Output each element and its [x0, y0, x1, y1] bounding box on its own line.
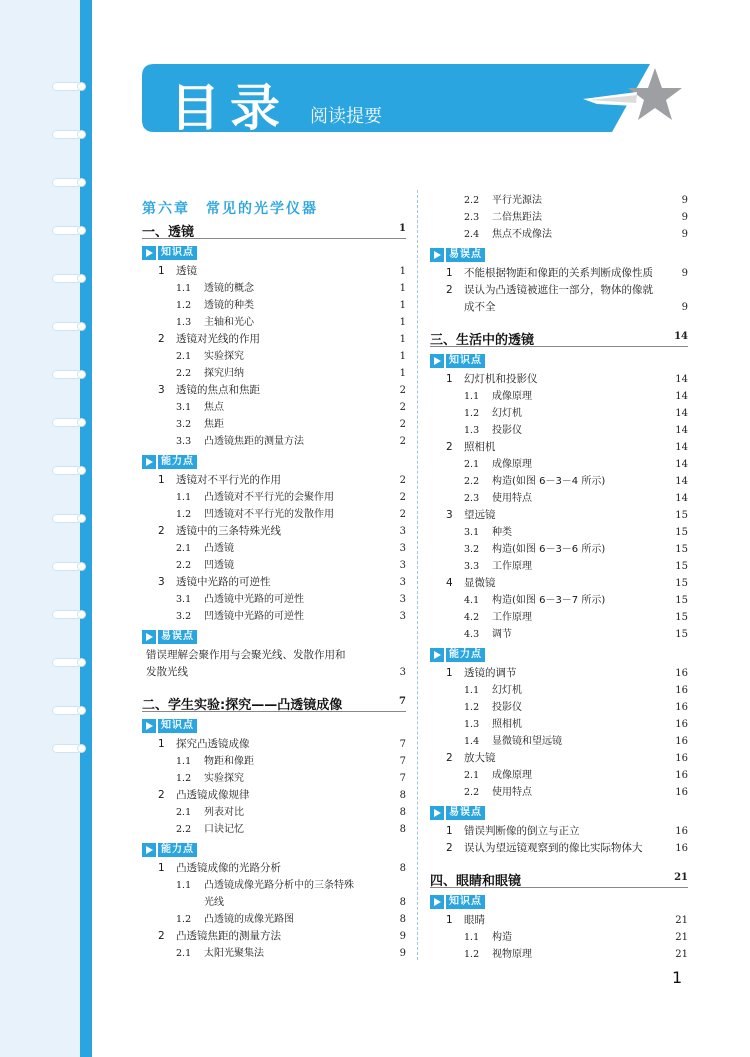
toc-entry[interactable]: 1 透镜对不平行光的作用 2	[158, 474, 406, 486]
toc-entry[interactable]: 3.2 构造(如图 6－3－6 所示) 15	[464, 544, 688, 555]
toc-entry[interactable]: 2 透镜中的三条特殊光线 3	[158, 525, 406, 537]
toc-entry[interactable]: 3.1 焦点 2	[176, 402, 406, 413]
binding-ring	[52, 610, 82, 619]
toc-entry[interactable]: 2.1 实验探究 1	[176, 351, 406, 362]
section-title: 四、眼睛和眼镜	[430, 874, 522, 889]
page-ref: 7	[399, 696, 406, 707]
play-icon	[430, 895, 444, 909]
section-heading[interactable]	[142, 689, 406, 715]
toc-entry[interactable]: 2 透镜对光线的作用 1	[158, 333, 406, 345]
toc-entry[interactable]: 2 照相机 14	[446, 441, 688, 453]
toc-entry[interactable]: 错误理解会聚作用与会聚光线、发散作用和 发散光线 3	[146, 649, 406, 678]
page-ref: 1	[399, 223, 406, 234]
knowledge-tag: 知识点	[430, 892, 688, 912]
toc-group	[430, 665, 688, 801]
binding-ring	[52, 514, 82, 523]
toc-entry[interactable]: 3.1 种类 15	[464, 527, 688, 538]
page-number: 1	[672, 968, 683, 987]
binding-ring	[52, 706, 82, 715]
binding-strip-bar	[80, 0, 92, 1057]
toc-group	[142, 263, 406, 450]
play-icon	[142, 719, 156, 733]
toc-entry[interactable]: 2.1 凸透镜 3	[176, 543, 406, 554]
toc-entry[interactable]: 1 凸透镜成像的光路分析 8	[158, 862, 406, 874]
toc-entry[interactable]: 3.1 凸透镜中光路的可逆性 3	[176, 594, 406, 605]
toc-entry[interactable]: 1 不能根据物距和像距的关系判断成像性质 9	[446, 267, 688, 279]
play-icon	[430, 248, 444, 262]
mistake-tag: 易误点	[430, 245, 688, 265]
toc-entry[interactable]: 2.2 口诀记忆 8	[176, 824, 406, 835]
toc-entry[interactable]: 4.3 调节 15	[464, 629, 688, 640]
play-icon	[430, 648, 444, 662]
toc-entry[interactable]: 3 望远镜 15	[446, 509, 688, 521]
toc-entry[interactable]: 4.2 工作原理 15	[464, 612, 688, 623]
binding-ring	[52, 418, 82, 427]
toc-entry[interactable]: 2.1 太阳光聚集法 9	[176, 948, 406, 959]
toc-entry[interactable]: 1 幻灯机和投影仪 14	[446, 373, 688, 385]
binding-ring	[52, 226, 82, 235]
toc-entry[interactable]: 2.1 成像原理 14	[464, 459, 688, 470]
binding-ring	[52, 178, 82, 187]
toc-entry[interactable]: 2.2 构造(如图 6－3－4 所示) 14	[464, 476, 688, 487]
toc-entry[interactable]: 2 误认为凸透镜被遮住一部分，物体的像就 成不全 9	[446, 284, 688, 313]
toc-entry[interactable]: 3.3 凸透镜焦距的测量方法 2	[176, 436, 406, 447]
toc-entry[interactable]: 2 误认为望远镜观察到的像比实际物体大 16	[446, 842, 688, 854]
toc-entry[interactable]: 1 透镜的调节 16	[446, 667, 688, 679]
toc-entry[interactable]: 3.2 凹透镜中光路的可逆性 3	[176, 611, 406, 622]
play-icon	[430, 806, 444, 820]
toc-entry[interactable]: 2 凸透镜成像规律 8	[158, 789, 406, 801]
binding-ring	[52, 274, 82, 283]
toc-entry[interactable]: 1.1 透镜的概念 1	[176, 283, 406, 294]
play-icon	[142, 630, 156, 644]
toc-entry[interactable]: 4.1 构造(如图 6－3－7 所示) 15	[464, 595, 688, 606]
toc-entry[interactable]: 1 错误判断像的倒立与正立 16	[446, 825, 688, 837]
toc-group	[430, 912, 688, 963]
toc-entry[interactable]: 2.1 列表对比 8	[176, 807, 406, 818]
toc-entry[interactable]: 1.2 凸透镜的成像光路图 8	[176, 914, 406, 925]
play-icon	[430, 354, 444, 368]
toc-entry[interactable]: 2.2 使用特点 16	[464, 787, 688, 798]
toc-right-column	[430, 192, 688, 963]
mistake-tag: 易误点	[142, 627, 406, 647]
toc-entry[interactable]: 1 探究凸透镜成像 7	[158, 738, 406, 750]
star-icon	[583, 66, 683, 138]
toc-entry[interactable]: 2.3 使用特点 14	[464, 493, 688, 504]
toc-entry[interactable]: 3.3 工作原理 15	[464, 561, 688, 572]
binding-ring	[52, 82, 82, 91]
toc-group	[142, 736, 406, 838]
section-heading[interactable]	[430, 324, 688, 350]
toc-entry[interactable]: 1.1 构造 21	[464, 932, 688, 943]
toc-left-column	[142, 186, 406, 962]
toc-entry[interactable]: 2.4 焦点不成像法 9	[464, 229, 688, 240]
toc-entry[interactable]: 1.2 透镜的种类 1	[176, 300, 406, 311]
toc-entry[interactable]: 1.1 幻灯机 16	[464, 685, 688, 696]
toc-group	[142, 860, 406, 962]
play-icon	[142, 455, 156, 469]
toc-group	[430, 192, 688, 243]
toc-entry[interactable]: 1 眼睛 21	[446, 914, 688, 926]
toc-entry[interactable]: 2.2 凹透镜 3	[176, 560, 406, 571]
toc-group	[430, 265, 688, 316]
ability-tag: 能力点	[430, 645, 688, 665]
toc-entry[interactable]: 2.3 二倍焦距法 9	[464, 212, 688, 223]
section-heading[interactable]	[142, 216, 406, 242]
section-title: 一、透镜	[142, 225, 195, 240]
header-banner	[142, 64, 650, 137]
binding-ring	[52, 466, 82, 475]
mistake-tag: 易误点	[430, 803, 688, 823]
toc-entry[interactable]: 3.2 焦距 2	[176, 419, 406, 430]
toc-entry[interactable]: 1.3 主轴和光心 1	[176, 317, 406, 328]
toc-entry[interactable]: 1.2 视物原理 21	[464, 949, 688, 960]
binding-ring	[52, 562, 82, 571]
toc-entry[interactable]: 1.1 凸透镜成像光路分析中的三条特殊 光线 8	[176, 880, 406, 908]
binding-ring	[52, 130, 82, 139]
chapter-title: 第六章 常见的光学仪器	[142, 201, 318, 217]
page-ref: 14	[674, 331, 688, 342]
binding-ring	[52, 744, 82, 753]
toc-entry[interactable]: 4 显微镜 15	[446, 577, 688, 589]
binding-ring	[52, 370, 82, 379]
toc-entry[interactable]: 1.1 成像原理 14	[464, 391, 688, 402]
toc-entry[interactable]: 3 透镜的焦点和焦距 2	[158, 384, 406, 396]
toc-entry[interactable]: 1 透镜 1	[158, 265, 406, 277]
toc-entry[interactable]: 1.1 物距和像距 7	[176, 756, 406, 767]
binding-ring	[52, 322, 82, 331]
toc-entry[interactable]: 2 凸透镜焦距的测量方法 9	[158, 930, 406, 942]
knowledge-tag: 知识点	[142, 716, 406, 736]
toc-entry[interactable]: 1.4 显微镜和望远镜 16	[464, 736, 688, 747]
toc-entry[interactable]: 1.2 凹透镜对不平行光的发散作用 2	[176, 509, 406, 520]
play-icon	[142, 843, 156, 857]
binding-ring	[52, 658, 82, 667]
toc-entry[interactable]: 1.1 凸透镜对不平行光的会聚作用 2	[176, 492, 406, 503]
knowledge-tag: 知识点	[430, 351, 688, 371]
page-title: 目录	[170, 79, 290, 137]
toc-entry[interactable]: 1.3 投影仪 14	[464, 425, 688, 436]
toc-entry[interactable]: 3 透镜中光路的可逆性 3	[158, 576, 406, 588]
section-title: 三、生活中的透镜	[430, 333, 535, 348]
toc-entry[interactable]: 1.2 投影仪 16	[464, 702, 688, 713]
section-title: 二、学生实验:探究——凸透镜成像	[142, 698, 343, 713]
toc-entry[interactable]: 2.2 平行光源法 9	[464, 195, 688, 206]
toc-entry[interactable]: 1.2 实验探究 7	[176, 773, 406, 784]
column-divider	[417, 190, 418, 960]
page-subtitle: 阅读提要	[310, 106, 382, 127]
ability-tag: 能力点	[142, 840, 406, 860]
binding-strip	[0, 0, 80, 1057]
knowledge-tag: 知识点	[142, 243, 406, 263]
toc-entry[interactable]: 1.3 照相机 16	[464, 719, 688, 730]
toc-entry[interactable]: 2.2 探究归纳 1	[176, 368, 406, 379]
toc-group	[430, 371, 688, 643]
page-ref: 21	[674, 872, 688, 883]
toc-group	[430, 823, 688, 857]
toc-entry[interactable]: 1.2 幻灯机 14	[464, 408, 688, 419]
ability-tag: 能力点	[142, 452, 406, 472]
toc-entry[interactable]: 2 放大镜 16	[446, 752, 688, 764]
toc-group	[142, 472, 406, 625]
toc-entry[interactable]: 2.1 成像原理 16	[464, 770, 688, 781]
play-icon	[142, 246, 156, 260]
section-heading[interactable]	[430, 865, 688, 891]
